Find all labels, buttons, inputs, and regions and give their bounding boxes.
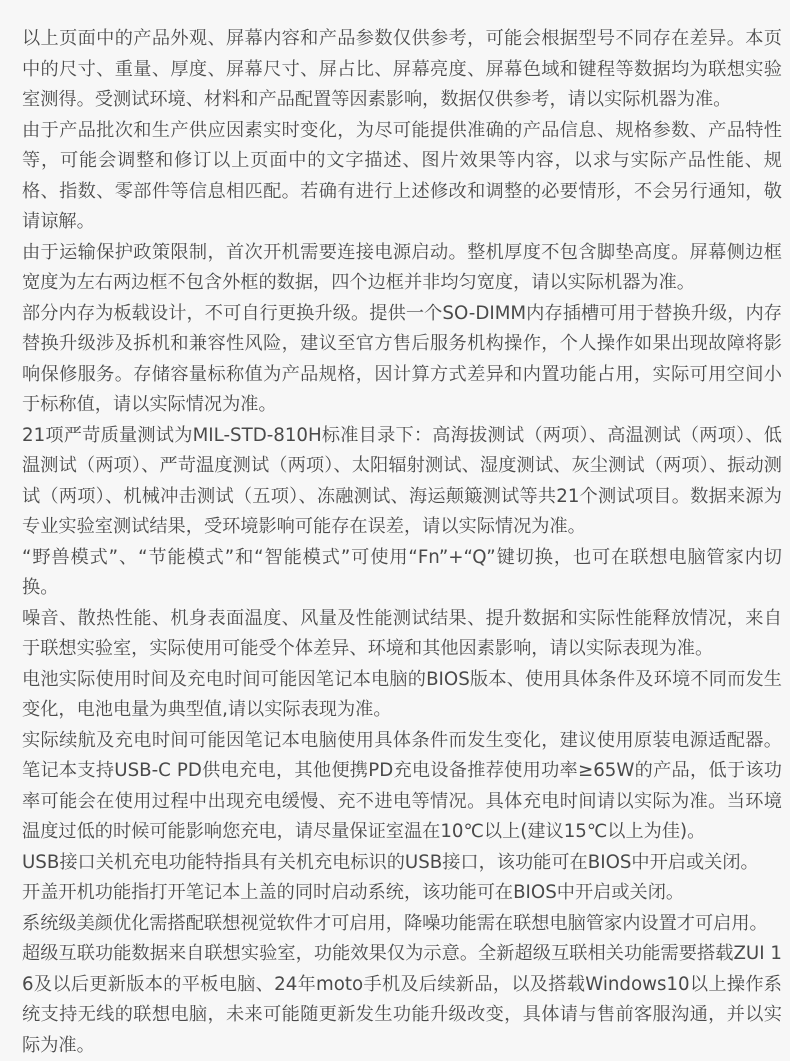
note-charging: 实际续航及充电时间可能因笔记本电脑使用具体条件而发生变化，建议使用原装电源适配器。笔记本支持USB-C PD供电充电，其他便携PD充电设备推荐使用功率≥65W的产品，低于该功率可能会在使用过程中出现充电缓慢、充不进电等情况。具体充电时间请以实际为准。当环境温度过低的时候可能影响您充电，请尽量保证室温在10℃以上(建议15℃以上为佳)。 <box>22 729 782 842</box>
note-display-data: 以上页面中的产品外观、屏幕内容和产品参数仅供参考，可能会根据型号不同存在差异。本页中的尺寸、重量、厚度、屏幕尺寸、屏占比、屏幕亮度、屏幕色域和键程等数据均为联想实验室测得。受测试环境、材料和产品配置等因素影响，数据仅供参考，请以实际机器为准。 <box>22 28 782 110</box>
note-battery-life: 电池实际使用时间及充电时间可能因笔记本电脑的BIOS版本、使用具体条件及环境不同而发生变化，电池电量为典型值,请以实际表现为准。 <box>22 668 782 720</box>
note-lid-open-boot: 开盖开机功能指打开笔记本上盖的同时启动系统，该功能可在BIOS中开启或关闭。 <box>22 882 685 903</box>
note-mil-std-tests: 21项严苛质量测试为MIL-STD-810H标准目录下：高海拔测试（两项）、高温测试（两项）、低温测试（两项）、严苛温度测试（两项）、太阳辐射测试、湿度测试、灰尘测试（两项）、振动测试（两项）、机械冲击测试（五项）、冻融测试、海运颠簸测试等共21个测试项目。数据来源为专业实验室测试结果，受环境影响可能存在误差，请以实际情况为准。 <box>22 424 782 537</box>
note-first-boot-and-bezel: 由于运输保护政策限制，首次开机需要连接电源启动。整机厚度不包含脚垫高度。屏幕侧边框宽度为左右两边框不包含外框的数据，四个边框并非均匀宽度，请以实际机器为准。 <box>22 241 782 293</box>
note-super-connect: 超级互联功能数据来自联想实验室，功能效果仅为示意。全新超级互联相关功能需要搭载ZUI 16及以后更新版本的平板电脑、24年moto手机及后续新品，以及搭载Windows10以上操作系统支持无线的联想电脑，未来可能随更新发生功能升级改变，具体请与售前客服沟通，并以实际为准。 <box>22 943 782 1056</box>
note-memory-storage: 部分内存为板载设计，不可自行更换升级。提供一个SO-DIMM内存插槽可用于替换升级，内存替换升级涉及拆机和兼容性风险，建议至官方售后服务机构操作，个人操作如果出现故障将影响保修服务。存储容量标称值为产品规格，因计算方式差异和内置功能占用，实际可用空间小于标称值，请以实际情况为准。 <box>22 302 782 415</box>
note-beauty-noise-reduction: 系统级美颜优化需搭配联想视觉软件才可启用，降噪功能需在联想电脑管家内设置才可启用。 <box>22 912 768 934</box>
note-product-info-changes: 由于产品批次和生产供应因素实时变化，为尽可能提供准确的产品信息、规格参数、产品特性等，可能会调整和修订以上页面中的文字描述、图片效果等内容，以求与实际产品性能、规格、指数、零部件等信息相匹配。若确有进行上述修改和调整的必要情形，不会另行通知，敬请谅解。 <box>22 119 782 232</box>
note-usb-off-charging: USB接口关机充电功能特指具有关机充电标识的USB接口，该功能可在BIOS中开启或关闭。 <box>22 851 759 873</box>
note-performance-modes: “野兽模式”、“节能模式”和“智能模式”可使用“Fn”+“Q”键切换，也可在联想电脑管家内切换。 <box>22 546 782 598</box>
disclaimer-notes <box>22 24 782 1061</box>
note-noise-thermal: 噪音、散热性能、机身表面温度、风量及性能测试结果、提升数据和实际性能释放情况，来自于联想实验室，实际使用可能受个体差异、环境和其他因素影响，请以实际表现为准。 <box>22 607 782 659</box>
